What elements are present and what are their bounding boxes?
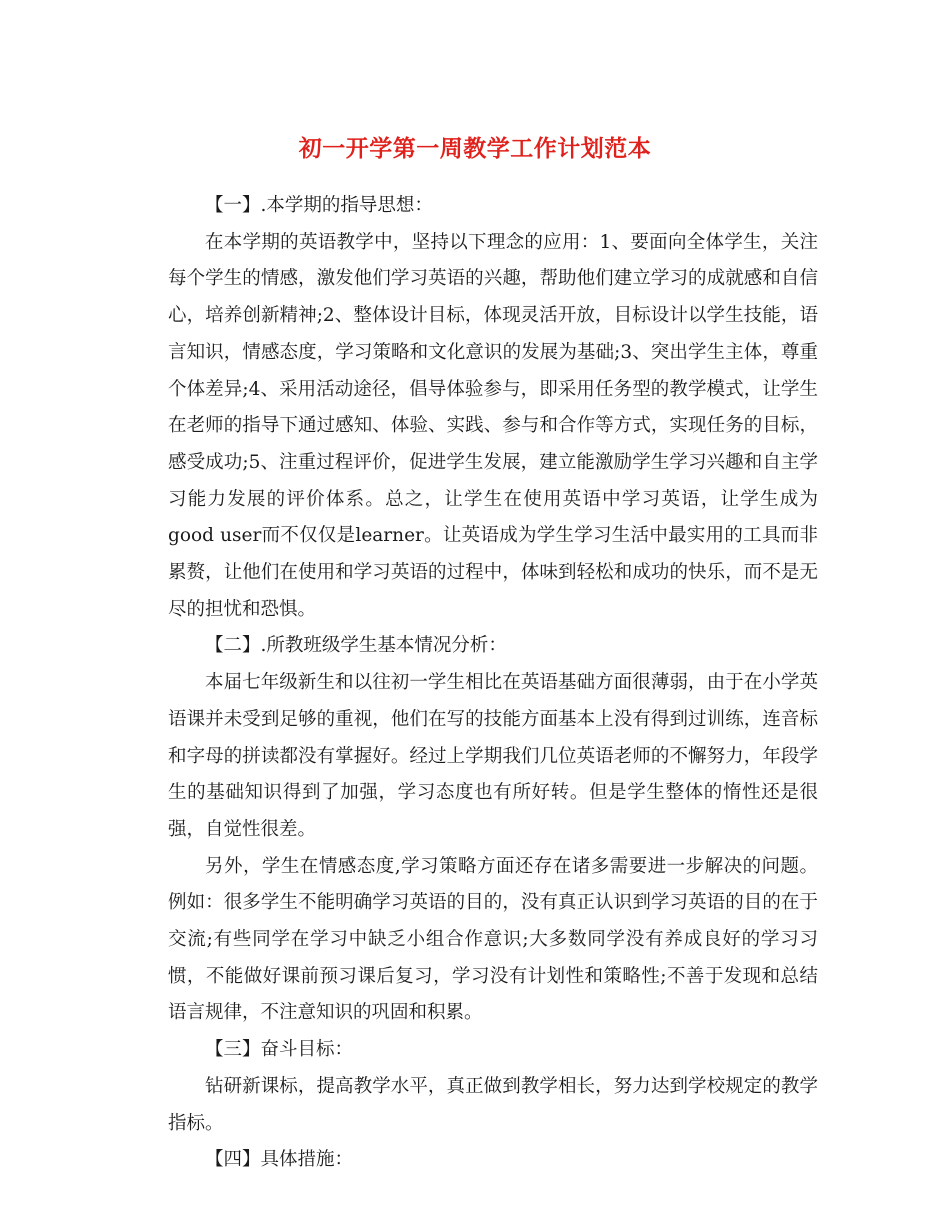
section-1-paragraph-1: 在本学期的英语教学中，坚持以下理念的应用：1、要面向全体学生，关注每个学生的情感，激发他们学习英语的兴趣，帮助他们建立学习的成就感和自信心，培养创新精神;2、整体设计目标，体现灵活开放，目标设计以学生技能，语言知识，情感态度，学习策略和文化意识的发展为基础;3、突出学生主体，尊重个体差异;4、采用活动途径，倡导体验参与，即采用任务型的教学模式，让学生在老师的指导下通过感知、体验、实践、参与和合作等方式，实现任务的目标，感受成功;5、注重过程评价，促进学生发展，建立能激励学生学习兴趣和自主学习能力发展的评价体系。总之，让学生在使用英语中学习英语，让学生成为good user而不仅仅是learner。让英语成为学生学习生活中最实用的工具而非累赘，让他们在使用和学习英语的过程中，体味到轻松和成功的快乐，而不是无尽的担忧和恐惧。 [168,231,818,620]
section-2-paragraph-1: 本届七年级新生和以往初一学生相比在英语基础方面很薄弱，由于在小学英语课并未受到足够的重视，他们在写的技能方面基本上没有得到过训练，连音标和字母的拼读都没有掌握好。经过上学期我们几位英语老师的不懈努力，年段学生的基础知识得到了加强，学习态度也有所好转。但是学生整体的惰性还是很强，自觉性很差。 [168,672,818,840]
document-title: 初一开学第一周教学工作计划范本 [298,135,652,163]
section-heading-1: 【一】.本学期的指导思想： [205,195,433,216]
section-heading-4: 【四】具体措施： [205,1149,354,1171]
section-3-paragraph-1: 钻研新课标，提高教学水平，真正做到教学相长，努力达到学校规定的教学指标。 [168,1075,818,1134]
section-heading-3: 【三】奋斗目标： [205,1039,354,1061]
document-body [168,188,818,1179]
section-heading-2: 【二】.所教班级学生基本情况分析： [205,635,507,657]
section-2-paragraph-2: 另外，学生在情感态度,学习策略方面还存在诸多需要进一步解决的问题。例如：很多学生不能明确学习英语的目的，没有真正认识到学习英语的目的在于交流;有些同学在学习中缺乏小组合作意识;大多数同学没有养成良好的学习习惯，不能做好课前预习课后复习，学习没有计划性和策略性;不善于发现和总结语言规律，不注意知识的巩固和积累。 [168,855,818,1024]
